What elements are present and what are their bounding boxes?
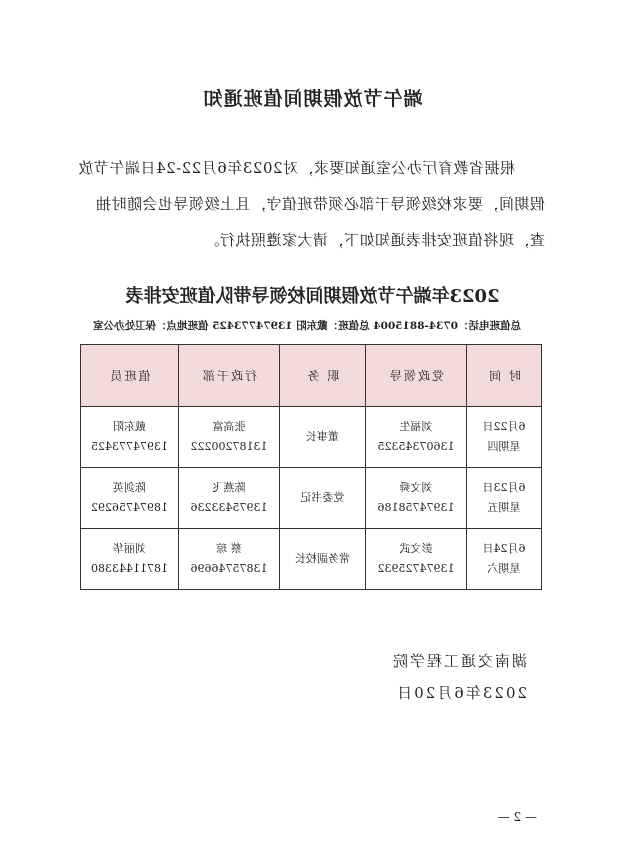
cadre-cell: 蔡 琼 13875746696 [179, 529, 280, 590]
leader-cell: 刘文舜 13974758186 [366, 468, 467, 529]
table-row [81, 468, 542, 529]
table-row [81, 407, 542, 468]
header-staff: 值班员 [81, 345, 179, 407]
leader-cell: 刘福生 13607345325 [366, 407, 467, 468]
header-leader: 党政领导 [366, 345, 467, 407]
position-cell: 党委书记 [280, 468, 366, 529]
duty-table [80, 344, 542, 590]
notice-body [77, 150, 545, 258]
date-cell: 6月24日 星期六 [467, 529, 542, 590]
header-position: 职 务 [280, 345, 366, 407]
date-cell: 6月22日 星期四 [467, 407, 542, 468]
cadre-cell: 张高富 13187200222 [179, 407, 280, 468]
position-cell: 常务副校长 [280, 529, 366, 590]
notice-title: 端午节放假期间值班通知 [202, 88, 423, 110]
position-cell: 董事长 [280, 407, 366, 468]
staff-cell: 戴东阳 13974773425 [81, 407, 179, 468]
table-row [81, 529, 542, 590]
signature-org: 湖南交通工程学院 [390, 652, 527, 670]
staff-cell: 陈剑英 18974756292 [81, 468, 179, 529]
leader-cell: 彭文武 13974725932 [366, 529, 467, 590]
page-number: — 2 — [497, 810, 537, 824]
cadre-cell: 陈燕飞 13975433236 [179, 468, 280, 529]
notice-paragraph: 根据省教育厅办公室通知要求，对2023年6月22-24日端午节放假期间，要求校级领导干部必须带班值守，且上级领导也会随时抽查，现将值班安排表通知如下，请大家遵照执行。 [78, 159, 545, 249]
table-header-row [81, 345, 542, 407]
header-cadre: 行政干部 [179, 345, 280, 407]
staff-cell: 刘丽华 18711443380 [81, 529, 179, 590]
date-cell: 6月23日 星期五 [467, 468, 542, 529]
table-title: 2023年端午节放假期间校领导带队值班安排表 [125, 286, 500, 307]
signature-date: 2023年6月20日 [395, 684, 527, 702]
contact-line: 总值班电话：0734-8815004 总值班：戴东阳 13974773425 值班地点：保卫处办公室 [92, 320, 522, 332]
header-time: 时 间 [467, 345, 542, 407]
